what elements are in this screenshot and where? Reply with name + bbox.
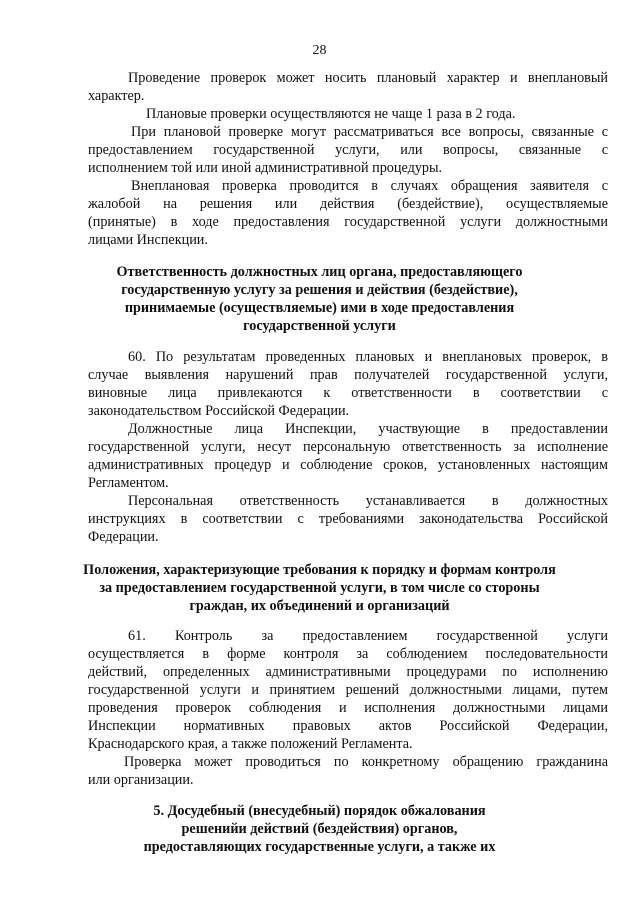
text-line: жалобой на решения или действия (бездействие), осуществляемые	[88, 196, 608, 212]
text-line: административных процедур и соблюдение сроков, установленных настоящим	[88, 457, 608, 473]
text-line: государственной услуги, несут персональную ответственность за исполнение	[88, 439, 608, 455]
text-line: или организации.	[88, 772, 194, 788]
text-line: виновные лица привлекаются к ответственности в соответствии с	[88, 385, 608, 401]
text-line: Внеплановая проверка проводится в случаях обращения заявителя с	[131, 178, 608, 194]
section-heading: принимаемые (осуществляемые) ими в ходе предоставления	[124, 300, 515, 316]
text-line: (принятые) в ходе предоставления государственной услуги должностными	[88, 214, 608, 230]
text-line: лицами Инспекции.	[88, 232, 208, 248]
text-line: инструкциях в соответствии с требованиями законодательства Российской	[88, 511, 608, 527]
text-line: Регламентом.	[88, 475, 169, 491]
text-line: При плановой проверке могут рассматриваться все вопросы, связанные с	[131, 124, 608, 140]
text-line: Федерации.	[88, 529, 159, 545]
text-line: Должностные лица Инспекции, участвующие в предоставлении	[128, 421, 608, 437]
text-line: случае выявления нарушений прав получателей государственной услуги,	[88, 367, 608, 383]
text-line: Краснодарского края, а также положений Регламента.	[88, 736, 413, 752]
text-line: Персональная ответственность устанавливается в должностных	[128, 493, 608, 509]
text-line: характер.	[88, 88, 145, 104]
section-heading: граждан, их объединений и организаций	[189, 598, 450, 614]
text-line: 60. По результатам проведенных плановых и внеплановых проверок, в	[128, 349, 608, 365]
section-heading: 5. Досудебный (внесудебный) порядок обжалования	[153, 803, 486, 819]
text-line: проведения проверок соблюдения и исполнения должностными лицами	[88, 700, 608, 716]
section-heading: предоставляющих государственные услуги, а также их	[143, 839, 496, 855]
text-line: осуществляется в форме контроля за соблюдением последовательности	[88, 646, 608, 662]
section-heading: государственной услуги	[243, 318, 396, 334]
text-line: Плановые проверки осуществляются не чаще 1 раза в 2 года.	[146, 106, 516, 122]
section-heading: решенийи действий (бездействия) органов,	[181, 821, 458, 837]
section-heading: государственную услугу за решения и действия (бездействие),	[121, 282, 518, 298]
section-heading: за предоставлением государственной услуги, в том числе со стороны	[99, 580, 540, 596]
text-line: законодательством Российской Федерации.	[88, 403, 350, 419]
text-line: Инспекции нормативных правовых актов Российской Федерации,	[88, 718, 608, 734]
text-line: исполнением той или иной административной процедуры.	[88, 160, 443, 176]
text-line: действий, определенных административными процедурами по исполнению	[88, 664, 608, 680]
section-heading: Ответственность должностных лиц органа, предоставляющего	[116, 264, 523, 280]
text-line: Проверка может проводиться по конкретному обращению гражданина	[124, 754, 608, 770]
page-number: 28	[312, 43, 327, 58]
text-line: предоставлением государственной услуги, или вопросы, связанные с	[88, 142, 608, 158]
text-line: государственной услуги и принятием решений должностными лицами, путем	[88, 682, 608, 698]
text-line: Проведение проверок может носить плановый характер и внеплановый	[128, 70, 608, 86]
section-heading: Положения, характеризующие требования к порядку и формам контроля	[83, 562, 556, 578]
text-line: 61. Контроль за предоставлением государственной услуги	[128, 628, 608, 644]
